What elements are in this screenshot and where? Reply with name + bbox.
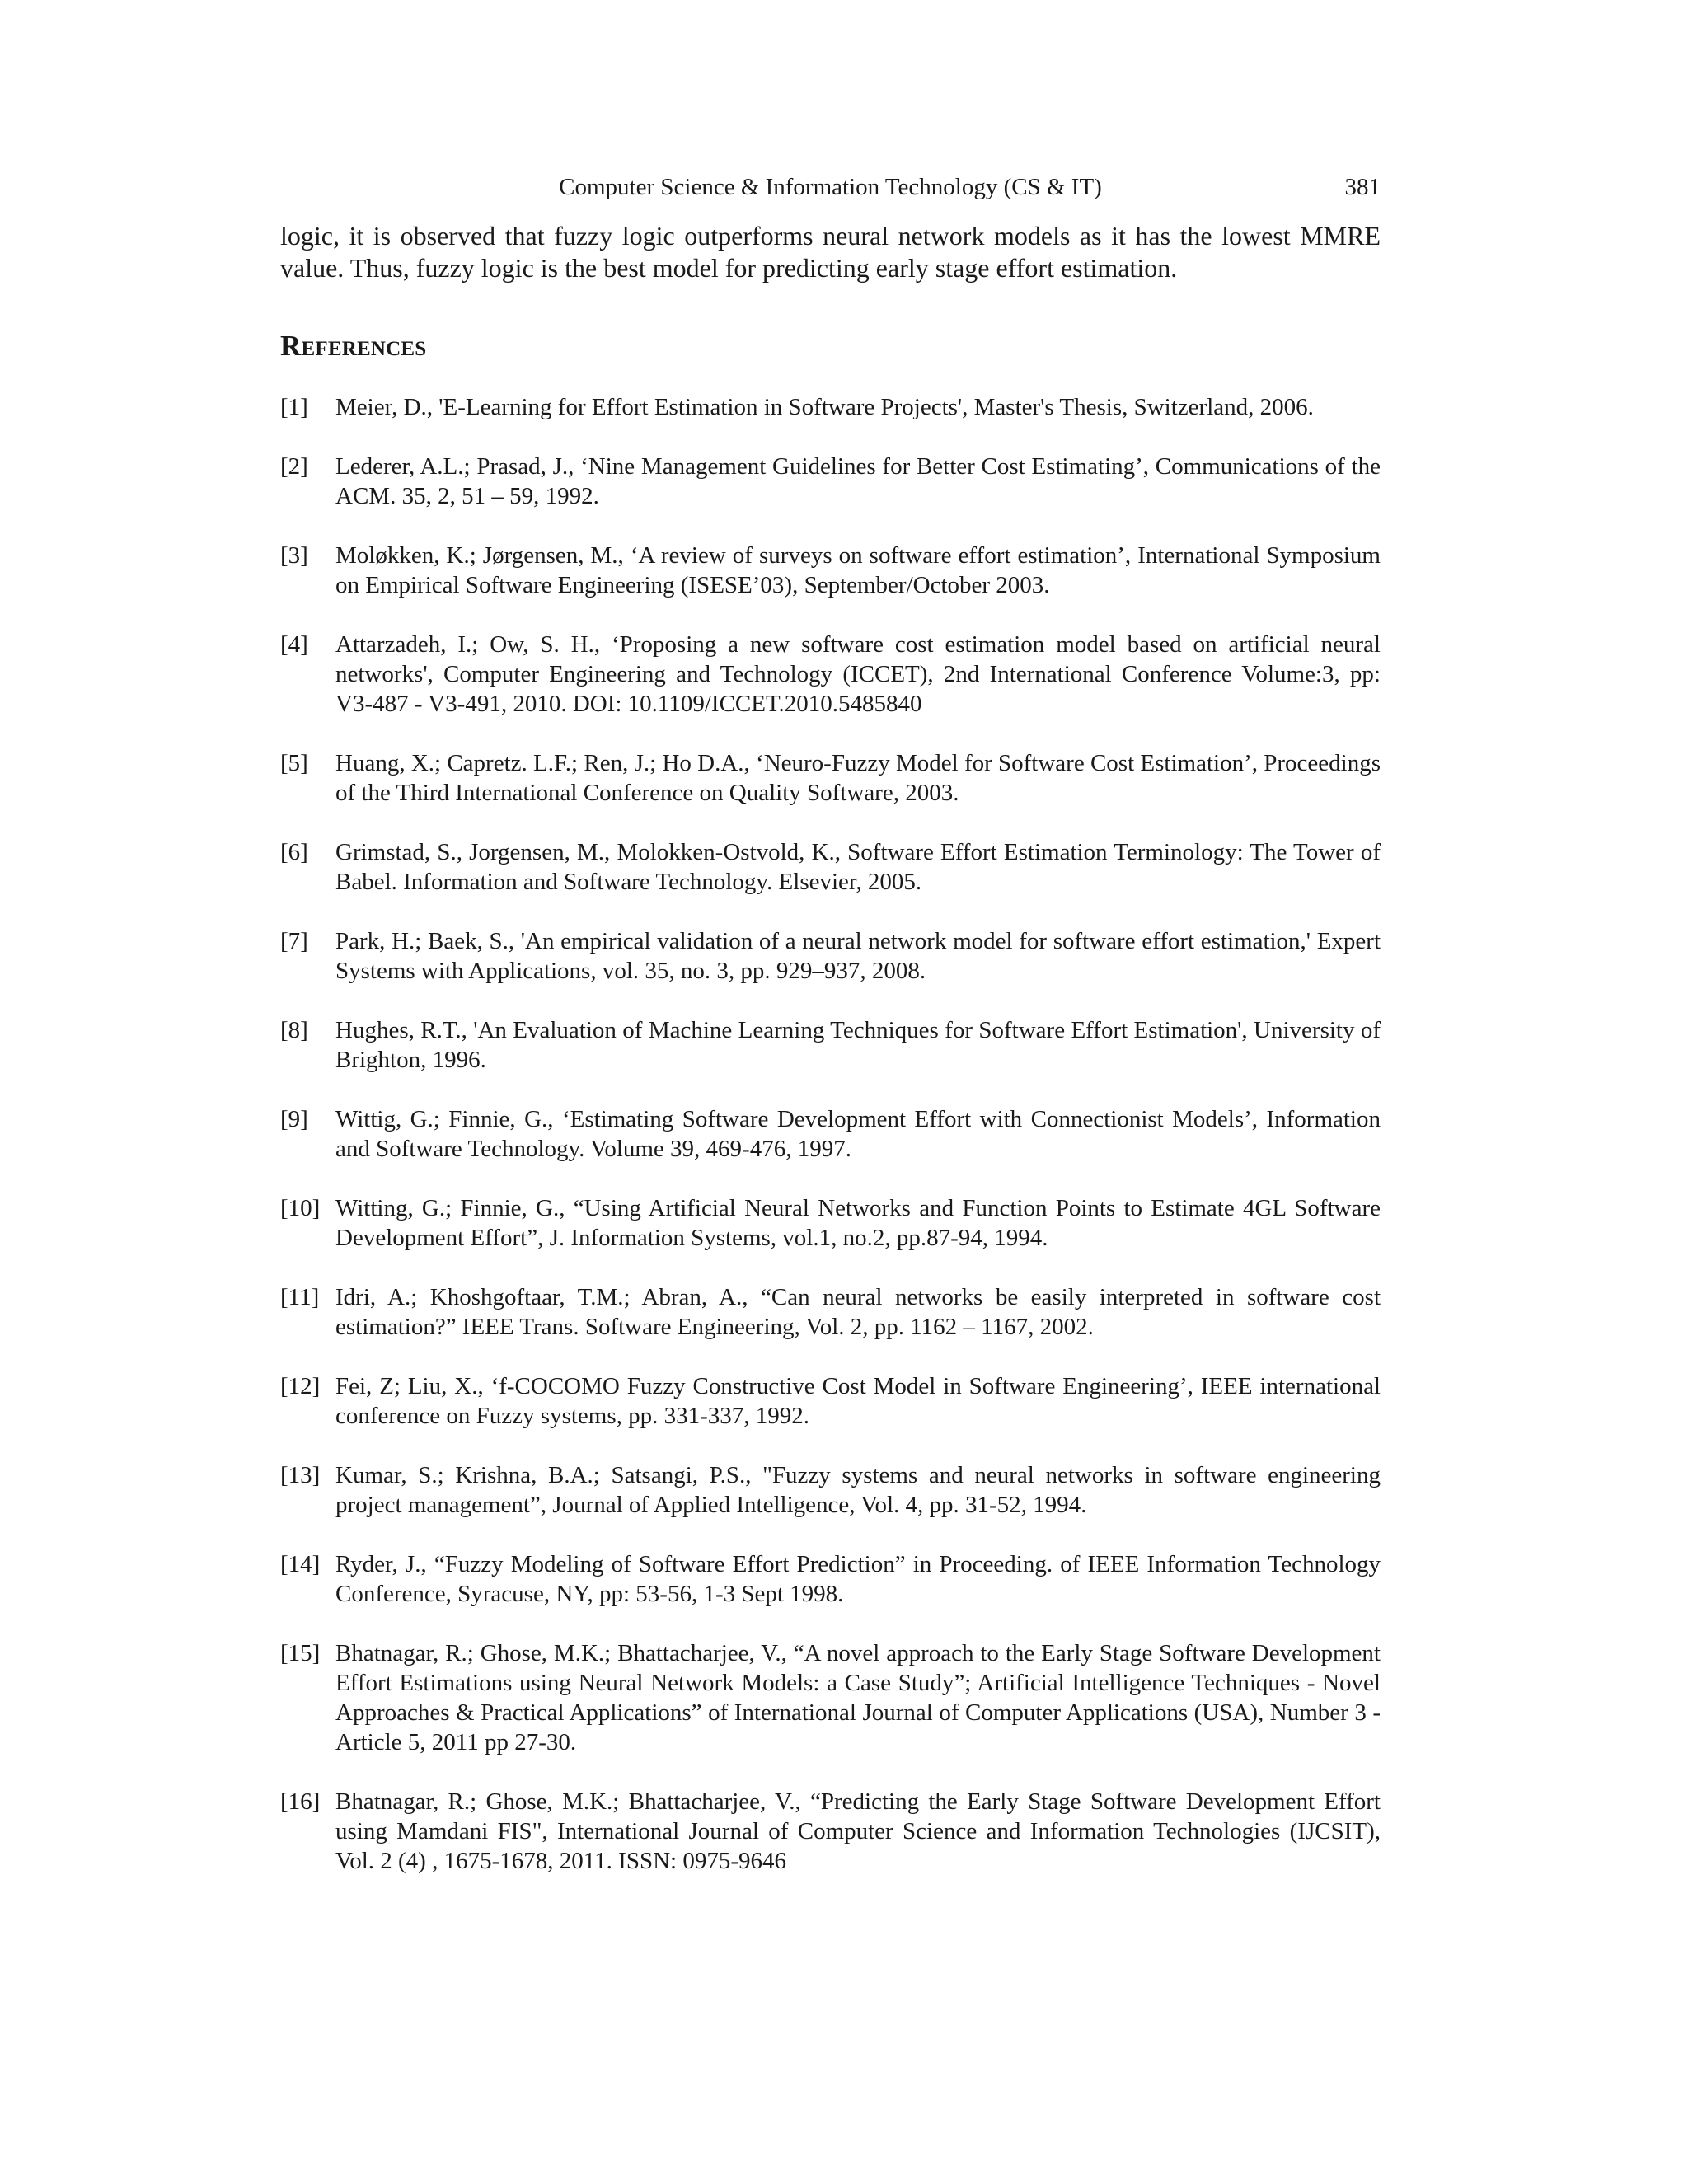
reference-number: [3] (280, 542, 308, 569)
reference-number: [11] (280, 1284, 320, 1310)
reference-number: [8] (280, 1017, 308, 1043)
reference-text: Park, H.; Baek, S., 'An empirical validation of a neural network model for software effort estimation,' Expert Systems with Applications, vol. 35, no. 3, pp. 929–937, 2008. (335, 928, 1381, 984)
reference-text: Huang, X.; Capretz. L.F.; Ren, J.; Ho D.A., ‘Neuro-Fuzzy Model for Software Cost Estimation’, Proceedings of the Third International Conference on Quality Software, 2003. (335, 750, 1381, 806)
reference-text: Idri, A.; Khoshgoftaar, T.M.; Abran, A., “Can neural networks be easily interpreted in software cost estimation?” IEEE Trans. Software Engineering, Vol. 2, pp. 1162 – 1167, 2002. (335, 1284, 1381, 1340)
reference-number: [1] (280, 394, 308, 420)
reference-list (280, 392, 1381, 1905)
reference-text: Bhatnagar, R.; Ghose, M.K.; Bhattacharjee, V., “Predicting the Early Stage Software Development Effort using Mamdani FIS", International Journal of Computer Science and Information Technologies (IJCSIT), Vol. 2 (4) , 1675-1678, 2011. ISSN: 0975-9646 (335, 1788, 1381, 1874)
reference-number: [7] (280, 928, 308, 954)
reference-item (280, 1549, 1381, 1609)
reference-item (280, 837, 1381, 897)
reference-text: Attarzadeh, I.; Ow, S. H., ‘Proposing a new software cost estimation model based on artificial neural networks', Computer Engineering and Technology (ICCET), 2nd International Conference Volume:3, pp: V3-487 - V3-491, 2010. DOI: 10.1109/ICCET.2010.5485840 (335, 631, 1381, 717)
reference-text: Witting, G.; Finnie, G., “Using Artificial Neural Networks and Function Points to Estimate 4GL Software Development Effort”, J. Information Systems, vol.1, no.2, pp.87-94, 1994. (335, 1195, 1381, 1251)
journal-title: Computer Science & Information Technology (CS & IT) (559, 174, 1102, 200)
reference-number: [6] (280, 839, 308, 865)
reference-text: Wittig, G.; Finnie, G., ‘Estimating Software Development Effort with Connectionist Models’, Information and Software Technology. Volume 39, 469-476, 1997. (335, 1106, 1381, 1162)
reference-text: Bhatnagar, R.; Ghose, M.K.; Bhattacharjee, V., “A novel approach to the Early Stage Software Development Effort Estimations using Neural Network Models: a Case Study”; Artificial Intelligence Techniques - Novel Approaches & Practical Applications” of International Journal of Computer Applications (USA), Number 3 - Article 5, 2011 pp 27-30. (335, 1640, 1381, 1755)
reference-item (280, 630, 1381, 719)
reference-text: Ryder, J., “Fuzzy Modeling of Software Effort Prediction” in Proceeding. of IEEE Information Technology Conference, Syracuse, NY, pp: 53-56, 1-3 Sept 1998. (335, 1551, 1381, 1607)
reference-item (280, 1371, 1381, 1431)
reference-item (280, 392, 1381, 422)
reference-text: Lederer, A.L.; Prasad, J., ‘Nine Management Guidelines for Better Cost Estimating’, Communications of the ACM. 35, 2, 51 – 59, 1992. (335, 453, 1381, 509)
body-paragraph: logic, it is observed that fuzzy logic outperforms neural network models as it has the lowest MMRE value. Thus, fuzzy logic is the best model for predicting early stage effort estimation. (280, 221, 1381, 283)
reference-item (280, 748, 1381, 808)
reference-text: Fei, Z; Liu, X., ‘f-COCOMO Fuzzy Constructive Cost Model in Software Engineering’, IEEE international conference on Fuzzy systems, pp. 331-337, 1992. (335, 1373, 1381, 1429)
reference-text: Hughes, R.T., 'An Evaluation of Machine Learning Techniques for Software Effort Estimation', University of Brighton, 1996. (335, 1017, 1381, 1073)
reference-number: [14] (280, 1551, 321, 1577)
reference-number: [12] (280, 1373, 321, 1399)
page-number: 381 (1344, 174, 1381, 200)
reference-item (280, 926, 1381, 986)
reference-item (280, 1104, 1381, 1164)
reference-number: [4] (280, 631, 308, 658)
reference-item (280, 1015, 1381, 1075)
reference-item (280, 1638, 1381, 1757)
reference-text: Kumar, S.; Krishna, B.A.; Satsangi, P.S., "Fuzzy systems and neural networks in software engineering project management”, Journal of Applied Intelligence, Vol. 4, pp. 31-52, 1994. (335, 1462, 1381, 1518)
reference-number: [16] (280, 1788, 321, 1815)
reference-item (280, 1282, 1381, 1342)
reference-text: Moløkken, K.; Jørgensen, M., ‘A review of surveys on software effort estimation’, International Symposium on Empirical Software Engineering (ISESE’03), September/October 2003. (335, 542, 1381, 598)
reference-text: Grimstad, S., Jorgensen, M., Molokken-Ostvold, K., Software Effort Estimation Terminology: The Tower of Babel. Information and Software Technology. Elsevier, 2005. (335, 839, 1381, 895)
reference-item (280, 541, 1381, 600)
reference-item (280, 1460, 1381, 1520)
reference-number: [15] (280, 1640, 321, 1666)
reference-number: [9] (280, 1106, 308, 1132)
references-heading: References (280, 330, 427, 362)
reference-item (280, 1787, 1381, 1876)
reference-number: [5] (280, 750, 308, 776)
reference-text: Meier, D., 'E-Learning for Effort Estimation in Software Projects', Master's Thesis, Switzerland, 2006. (335, 394, 1314, 420)
reference-number: [13] (280, 1462, 321, 1488)
reference-number: [2] (280, 453, 308, 480)
running-header (280, 171, 1381, 204)
reference-item (280, 1193, 1381, 1253)
reference-item (280, 452, 1381, 511)
reference-number: [10] (280, 1195, 321, 1221)
